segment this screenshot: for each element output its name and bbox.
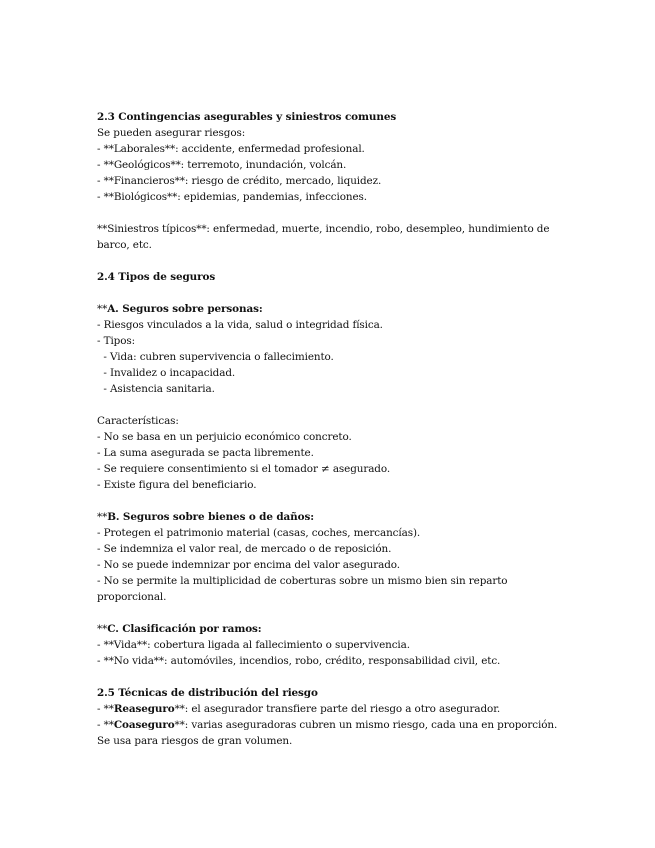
list-item: - Asistencia sanitaria. [97,383,215,395]
siniestros-paragraph: **Siniestros típicos**: enfermedad, muerte, incendio, robo, desempleo, hundimiento de barco, etc. [97,223,550,251]
list-item: - No se permite la multiplicidad de coberturas sobre un mismo bien sin reparto proporcional. [97,575,508,603]
list-item: - Invalidez o incapacidad. [97,367,236,379]
list-item: - No se puede indemnizar por encima del valor asegurado. [97,559,400,571]
section-intro: Se pueden asegurar riesgos: [97,127,246,139]
list-item: - Vida: cubren supervivencia o fallecimiento. [97,351,334,363]
subsection-heading-a: **A. Seguros sobre personas: [97,303,263,315]
section-heading-2-3: 2.3 Contingencias asegurables y siniestros comunes [97,111,397,123]
subsection-heading-b: **B. Seguros sobre bienes o de daños: [97,511,314,523]
list-item-financieros: - **Financieros**: riesgo de crédito, mercado, liquidez. [97,175,382,187]
section-heading-2-4: 2.4 Tipos de seguros [97,271,216,283]
list-item-reaseguro: - **Reaseguro**: el asegurador transfiere parte del riesgo a otro asegurador. [97,703,501,715]
list-item-laborales: - **Laborales**: accidente, enfermedad profesional. [97,143,365,155]
list-item-geologicos: - **Geológicos**: terremoto, inundación, volcán. [97,159,347,171]
list-item: - Existe figura del beneficiario. [97,479,257,491]
list-item: - Se requiere consentimiento si el tomador ≠ asegurado. [97,463,391,475]
list-item-coaseguro: - **Coaseguro**: varias aseguradoras cubren un mismo riesgo, cada una en proporción. Se usa para riesgos de gran volumen. [97,719,558,747]
subsection-heading-c: **C. Clasificación por ramos: [97,623,262,635]
list-item: - Se indemniza el valor real, de mercado o de reposición. [97,543,392,555]
list-item: - Protegen el patrimonio material (casas, coches, mercancías). [97,527,421,539]
document-page [97,109,567,749]
list-item: - Riesgos vinculados a la vida, salud o integridad física. [97,319,383,331]
section-heading-2-5: 2.5 Técnicas de distribución del riesgo [97,687,318,699]
list-item: - Tipos: [97,335,136,347]
list-item: - **No vida**: automóviles, incendios, robo, crédito, responsabilidad civil, etc. [97,655,501,667]
list-item-biologicos: - **Biológicos**: epidemias, pandemias, infecciones. [97,191,367,203]
caracteristicas-heading: Características: [97,415,179,427]
list-item: - **Vida**: cobertura ligada al fallecimiento o supervivencia. [97,639,410,651]
list-item: - La suma asegurada se pacta libremente. [97,447,314,459]
list-item: - No se basa en un perjuicio económico concreto. [97,431,352,443]
